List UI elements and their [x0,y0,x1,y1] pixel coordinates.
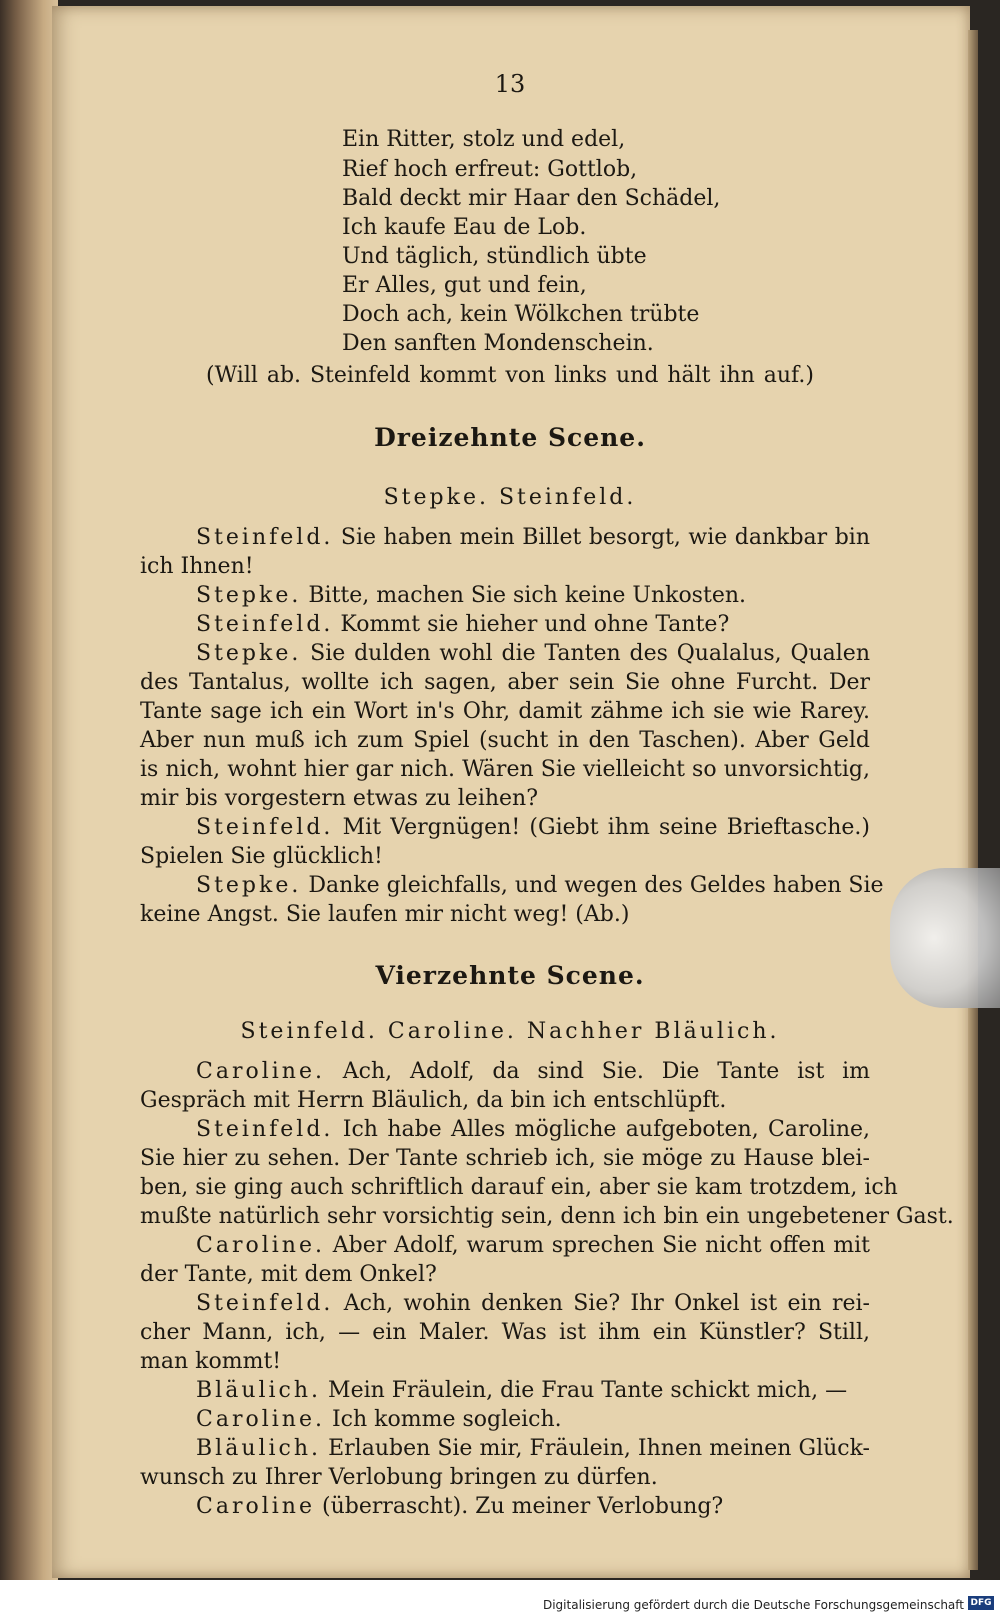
dialogue-line: Stepke. Bitte, machen Sie sich keine Unkosten. [196,583,746,608]
dialogue-line: Bläulich. Erlauben Sie mir, Fräulein, Ihnen meinen Glück- [196,1436,870,1461]
scanner-thumb-clip [890,868,1000,1008]
scene-title: Vierzehnte Scene. [375,961,645,990]
dialogue-continuation: ben, sie ging auch schriftlich darauf ein, aber sie kam trotzdem, ich [140,1175,898,1200]
dialogue-continuation: Spielen Sie glücklich! [140,844,383,869]
dialogue-line: Caroline. Aber Adolf, warum sprechen Sie nicht offen mit [196,1233,870,1258]
speaker: Steinfeld. [196,525,334,550]
dialogue-continuation: cher Mann, ich, — ein Maler. Was ist ihm ein Künstler? Still, [140,1320,870,1345]
dialogue-continuation: des Tantalus, wollte ich sagen, aber sein Sie ohne Furcht. Der [140,670,870,695]
footer-credit: Digitalisierung gefördert durch die Deutsche Forschungsgemeinschaft [542,1598,964,1612]
speaker: Stepke. [196,873,302,898]
dialogue-continuation: is nich, wohnt hier gar nich. Wären Sie vielleicht so unvorsichtig, [140,757,870,782]
speaker: Stepke. [196,641,302,666]
speaker: Bläulich. [196,1378,322,1403]
page-number: 13 [494,70,526,98]
dialogue-continuation: Tante sage ich ein Wort in's Ohr, damit zähme ich sie wie Rarey. [140,699,870,724]
dialogue-continuation: mußte natürlich sehr vorsichtig sein, denn ich bin ein ungebetener Gast. [140,1204,954,1229]
speaker: Steinfeld. [196,612,334,637]
dialogue-line: Stepke. Sie dulden wohl die Tanten des Qualalus, Qualen [196,641,870,666]
scene-cast: Stepke. Steinfeld. [383,485,637,510]
stage-direction: (Will ab. Steinfeld kommt von links und hält ihn auf.) [206,363,814,388]
dialogue-continuation: der Tante, mit dem Onkel? [140,1262,437,1287]
scene-cast: Steinfeld. Caroline. Nachher Bläulich. [240,1019,780,1044]
speaker: Steinfeld. [196,1291,334,1316]
speaker: Stepke. [196,583,302,608]
dialogue-line: Caroline. Ach, Adolf, da sind Sie. Die Tante ist im [196,1059,870,1084]
dialogue-line: Steinfeld. Ach, wohin denken Sie? Ihr Onkel ist ein rei- [196,1291,870,1316]
dialogue-line: Stepke. Danke gleichfalls, und wegen des Geldes haben Sie [196,873,884,898]
verse-line: Ein Ritter, stolz und edel, [342,127,626,152]
verse-line: Doch ach, kein Wölkchen trübte [342,302,700,327]
speaker: Caroline. [196,1407,325,1432]
dialogue-line: Steinfeld. Mit Vergnügen! (Giebt ihm seine Brieftasche.) [196,815,870,840]
dialogue-line: Steinfeld. Kommt sie hieher und ohne Tante? [196,612,730,637]
speaker: Steinfeld. [196,815,334,840]
speaker: Caroline [196,1494,315,1519]
dialogue-continuation: Sie hier zu sehen. Der Tante schrieb ich, sie möge zu Hause blei- [140,1146,870,1171]
book-left-edge [0,0,58,1580]
dfg-logo: DFG [968,1596,994,1610]
dialogue-line: Caroline (überrascht). Zu meiner Verlobung? [196,1494,724,1519]
dialogue-line: Bläulich. Mein Fräulein, die Frau Tante schickt mich, — [196,1378,848,1403]
verse-line: Und täglich, stündlich übte [342,244,647,269]
book-right-edge [968,30,978,1570]
dialogue-continuation: ich Ihnen! [140,554,254,579]
dialogue-line: Caroline. Ich komme sogleich. [196,1407,562,1432]
verse-line: Bald deckt mir Haar den Schädel, [342,186,721,211]
speaker: Steinfeld. [196,1117,334,1142]
dialogue-line: Steinfeld. Sie haben mein Billet besorgt, wie dankbar bin [196,525,870,550]
speaker: Caroline. [196,1233,325,1258]
dialogue-continuation: Aber nun muß ich zum Spiel (sucht in den Taschen). Aber Geld [140,728,870,753]
dialogue-continuation: keine Angst. Sie laufen mir nicht weg! (Ab.) [140,902,630,927]
speaker: Bläulich. [196,1436,322,1461]
dialogue-continuation: mir bis vorgestern etwas zu leihen? [140,786,539,811]
dialogue-line: Steinfeld. Ich habe Alles mögliche aufgeboten, Caroline, [196,1117,870,1142]
verse-line: Rief hoch erfreut: Gottlob, [342,157,638,182]
dialogue-continuation: wunsch zu Ihrer Verlobung bringen zu dürfen. [140,1465,658,1490]
dialogue-continuation: Gespräch mit Herrn Bläulich, da bin ich entschlüpft. [140,1088,727,1113]
verse-line: Ich kaufe Eau de Lob. [342,215,587,240]
dialogue-continuation: man kommt! [140,1349,282,1374]
speaker: Caroline. [196,1059,325,1084]
scene-title: Dreizehnte Scene. [374,423,646,452]
verse-line: Den sanften Mondenschein. [342,331,654,356]
verse-line: Er Alles, gut und fein, [342,273,587,298]
